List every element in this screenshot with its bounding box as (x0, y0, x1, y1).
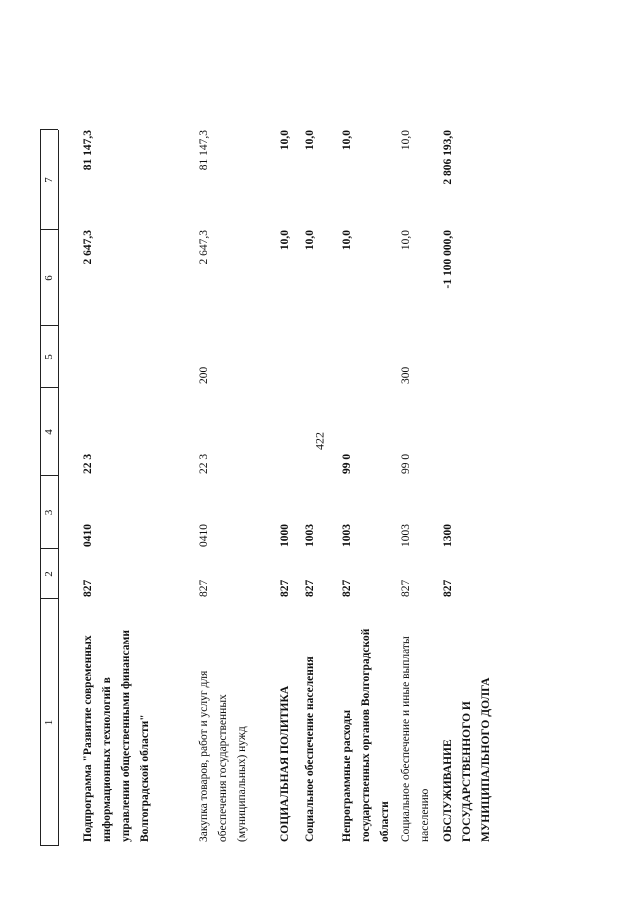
row-code-2: 827 (304, 579, 316, 597)
row-code-4: 22 3 (198, 453, 210, 474)
row-code-3: 0410 (82, 524, 94, 547)
header-col-6: 6 (43, 275, 55, 281)
row-name: СОЦИАЛЬНАЯ ПОЛИТИКА (279, 685, 291, 842)
row-name: Подпрограмма "Развитие современных информационных технологий в управлении общественными финансами Волгоградской области" (82, 629, 151, 842)
row-code-2: 827 (198, 579, 210, 597)
row-code-5: 300 (400, 366, 412, 384)
row-value-7: 10,0 (341, 130, 353, 151)
row-name: Социальное обеспечение и иные выплаты населению (400, 636, 431, 842)
row-value-6: 10,0 (400, 230, 412, 251)
row-code-3: 0410 (198, 524, 210, 547)
row-code-5: 200 (198, 366, 210, 384)
header-col-5: 5 (43, 354, 55, 360)
row-code-3: 1300 (442, 524, 454, 547)
row-value-6: 10,0 (304, 230, 316, 251)
row-value-6: -1 100 000,0 (442, 230, 454, 289)
row-code-2: 827 (82, 579, 94, 597)
row-code-2: 827 (400, 579, 412, 597)
header-col-3: 3 (43, 509, 55, 516)
row-code-3: 1003 (341, 524, 353, 547)
row-value-7: 10,0 (304, 130, 316, 151)
header-col-1: 1 (43, 719, 55, 726)
row-code-4: 22 3 (82, 453, 94, 474)
row-value-7: 81 147,3 (198, 130, 210, 171)
row-code-2: 827 (279, 579, 291, 597)
header-col-7: 7 (43, 177, 55, 183)
row-value-6: 10,0 (341, 230, 353, 251)
row-value-6: 2 647,3 (82, 230, 94, 265)
header-bottom-rule (58, 130, 59, 846)
header-col-4: 4 (43, 429, 55, 435)
row-name: Социальное обеспечение населения (304, 656, 316, 842)
row-value-7: 2 806 193,0 (442, 130, 454, 185)
row-value-7: 81 147,3 (82, 130, 94, 171)
budget-table (40, 130, 560, 846)
row-code-3: 1000 (279, 524, 291, 547)
row-code-4: 99 0 (341, 453, 353, 474)
row-name: ОБСЛУЖИВАНИЕ ГОСУДАРСТВЕННОГО И МУНИЦИПАЛЬНОГО ДОЛГА (442, 677, 492, 842)
row-value-6: 10,0 (279, 230, 291, 251)
row-code-2: 827 (442, 579, 454, 597)
row-value-7: 10,0 (279, 130, 291, 151)
page-number: 422 (312, 432, 327, 450)
row-code-2: 827 (341, 579, 353, 597)
row-value-7: 10,0 (400, 130, 412, 151)
row-code-3: 1003 (304, 524, 316, 547)
row-code-4: 99 0 (400, 453, 412, 474)
row-name: Закупка товаров, работ и услуг для обеспечения государственных (муниципальных) нужд (198, 670, 248, 842)
row-code-3: 1003 (400, 524, 412, 547)
header-col-2: 2 (43, 571, 55, 577)
row-name: Непрограммные расходы государственных органов Волгоградской области (341, 628, 391, 842)
row-value-6: 2 647,3 (198, 230, 210, 265)
